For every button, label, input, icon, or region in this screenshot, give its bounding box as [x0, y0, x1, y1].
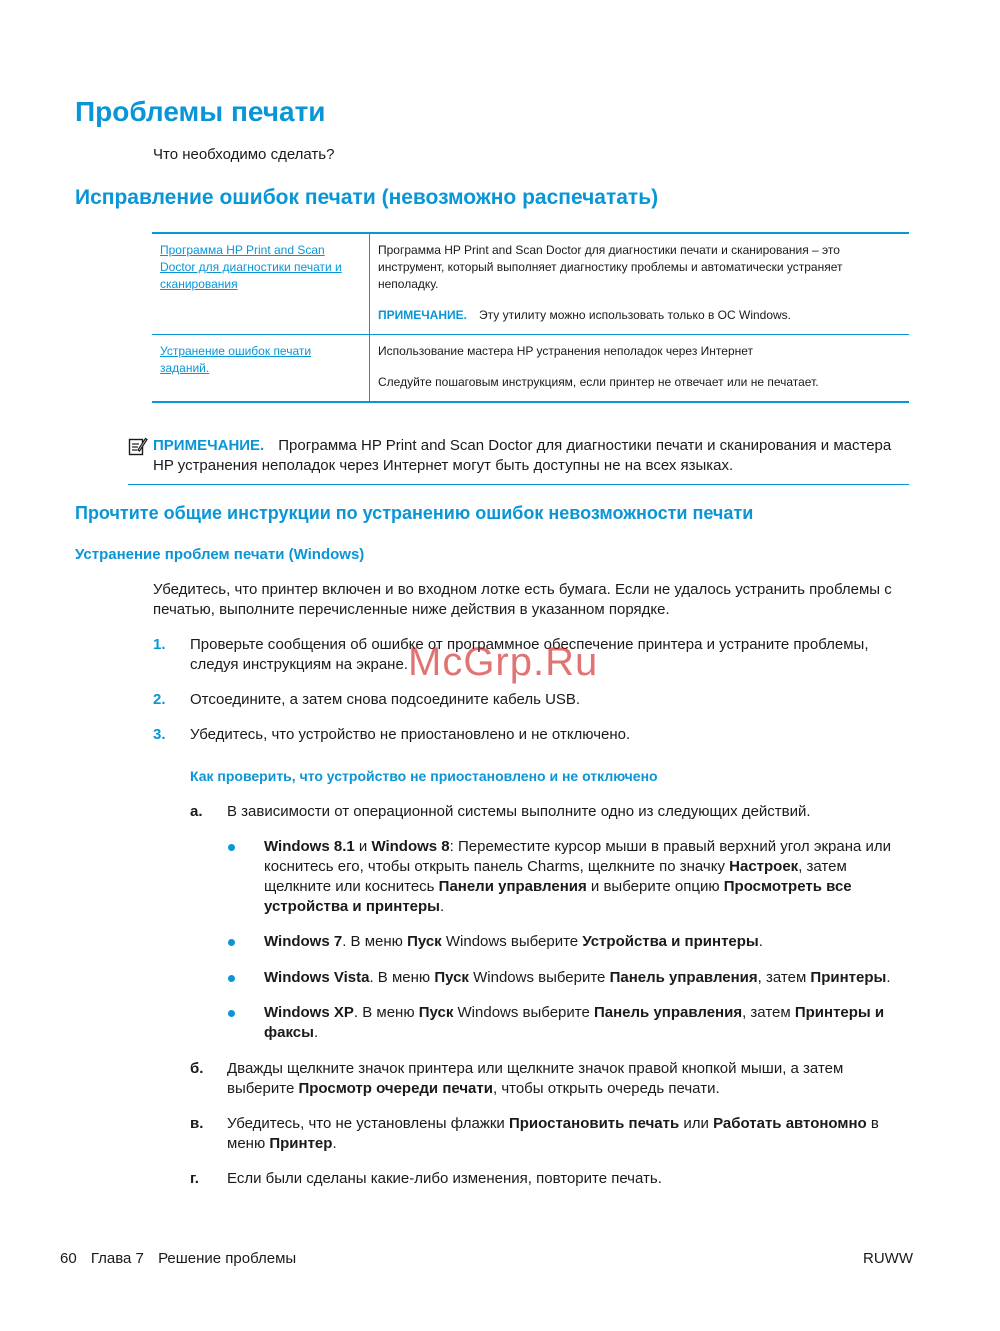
- chapter-label: Глава 7: [90, 1250, 144, 1267]
- chapter-title: Решение проблемы: [158, 1250, 297, 1267]
- note-label: ПРИМЕЧАНИЕ.: [378, 308, 467, 322]
- text-fragment: , затем: [757, 969, 811, 986]
- bullet-dot: [228, 1010, 235, 1017]
- ui-term: Принтеры: [810, 969, 887, 986]
- note-text: Эту утилиту можно использовать только в ОС Windows.: [478, 308, 792, 322]
- bullet-windows-vista: [228, 968, 908, 988]
- text-fragment: Windows выберите: [453, 1004, 594, 1021]
- watermark: McGrp.Ru: [408, 640, 599, 684]
- sub-letter: в.: [190, 1115, 204, 1132]
- text-fragment: : Переместите курсор мыши в правый верхний угол экрана или коснитесь его, чтобы открыть панель Charms, щелкните по значку: [264, 838, 892, 875]
- ui-term: Просмотреть все устройства и принтеры: [264, 878, 852, 915]
- list-item-sub-a: [190, 802, 910, 822]
- sub-text: В зависимости от операционной системы выполните одно из следующих действий.: [227, 803, 811, 820]
- step-text: Убедитесь, что устройство не приостановлено и не отключено.: [190, 726, 631, 743]
- ui-term: Принтеры и факсы: [264, 1004, 885, 1041]
- text-fragment: в меню: [227, 1115, 879, 1152]
- footer-locale: RUWW: [863, 1250, 913, 1267]
- text-fragment: Дважды щелкните значок принтера или щелкните значок правой кнопкой мыши, а затем выберите: [227, 1060, 844, 1097]
- os-name: Windows Vista: [264, 969, 370, 986]
- bullet-text: [264, 1003, 908, 1043]
- note-text: Программа HP Print and Scan Doctor для диагностики печати и сканирования и мастера HP устранения неполадок через Интернет могут быть доступны не на всех языках.: [153, 437, 892, 474]
- bullet-text: [264, 932, 908, 952]
- page-number: 60: [60, 1250, 77, 1267]
- ui-term: Приостановить печать: [508, 1115, 680, 1132]
- text-fragment: .: [332, 1135, 337, 1152]
- footer-left: [60, 1250, 306, 1267]
- step-number: 3.: [153, 726, 166, 743]
- tool-description: Программа HP Print and Scan Doctor для диагностики печати и сканирования – это инструмент, который выполняет диагностику проблемы и автоматически устраняет неполадку.: [378, 243, 843, 291]
- intro-paragraph: Убедитесь, что принтер включен и во входном лотке есть бумага. Если не удалось устранить проблемы с печатью, выполните перечисленные ниже действия в указанном порядке.: [153, 581, 892, 618]
- text-fragment: Убедитесь, что не установлены флажки: [227, 1115, 509, 1132]
- step-number: 2.: [153, 691, 166, 708]
- sub-text: [227, 1114, 910, 1154]
- text-fragment: . В меню: [353, 1004, 419, 1021]
- text-fragment: Windows выберите: [468, 969, 610, 986]
- table-cell-description: [370, 335, 909, 401]
- ui-term: Пуск: [434, 969, 469, 986]
- step-text: Отсоедините, а затем снова подсоедините кабель USB.: [190, 691, 581, 708]
- ui-term: Пуск: [418, 1004, 454, 1021]
- table-cell-description: [370, 234, 909, 334]
- text-fragment: .: [758, 933, 763, 950]
- intro-question: Что необходимо сделать?: [153, 146, 335, 163]
- text-fragment: .: [313, 1024, 319, 1041]
- bullet-windows-7: [228, 932, 908, 952]
- table-note: [378, 307, 901, 324]
- ui-term: Устройства и принтеры: [582, 933, 759, 950]
- os-name: Windows 7: [264, 933, 343, 950]
- text-fragment: , чтобы открыть очередь печати.: [492, 1080, 720, 1097]
- table-row: [152, 334, 909, 401]
- ui-term: Просмотр очереди печати: [298, 1080, 493, 1097]
- note-content: [153, 436, 909, 476]
- table-cell-link: [152, 234, 370, 334]
- ui-term: Принтер: [269, 1135, 333, 1152]
- bullet-dot: [228, 939, 235, 946]
- bullet-text: [264, 837, 908, 917]
- sub-letter: г.: [190, 1170, 199, 1187]
- table-cell-link: [152, 335, 370, 401]
- section-title-general-instructions: Прочтите общие инструкции по устранению ошибок невозможности печати: [75, 503, 754, 523]
- list-item-step-3: [153, 725, 913, 745]
- list-item-sub-b: [190, 1059, 910, 1099]
- note-label: ПРИМЕЧАНИЕ.: [153, 437, 265, 454]
- howto-title: Как проверить, что устройство не приостановлено и не отключено: [190, 768, 658, 784]
- bullet-windows-8: [228, 837, 908, 917]
- sub-letter: а.: [190, 803, 203, 820]
- ui-term: Пуск: [407, 933, 442, 950]
- note-block: [128, 436, 909, 485]
- text-fragment: , затем щелкните или коснитесь: [264, 858, 847, 895]
- sub-letter: б.: [190, 1060, 204, 1077]
- bullet-text: [264, 968, 908, 988]
- ui-term: Работать автономно: [713, 1115, 867, 1132]
- sub-text: [227, 1059, 910, 1099]
- sub-text: Если были сделаны какие-либо изменения, повторите печать.: [227, 1170, 662, 1187]
- section-title-fix-print-errors: Исправление ошибок печати (невозможно распечатать): [75, 186, 659, 209]
- list-item-sub-c: [190, 1114, 910, 1154]
- step-text: Проверьте сообщения об ошибке от программное обеспечение принтера и устраните проблемы, следуя инструкциям на экране.: [190, 636, 869, 673]
- ui-term: Панели управления: [438, 878, 587, 895]
- subsection-title-windows: Устранение проблем печати (Windows): [75, 546, 365, 563]
- list-item-step-2: [153, 690, 913, 710]
- page-title: Проблемы печати: [75, 96, 326, 127]
- os-name: Windows XP: [264, 1004, 354, 1021]
- text-fragment: и выберите опцию: [586, 878, 724, 895]
- step-number: 1.: [153, 636, 166, 653]
- tools-table: [152, 232, 909, 403]
- text-fragment: . В меню: [342, 933, 408, 950]
- bullet-dot: [228, 975, 235, 982]
- text-fragment: .: [886, 969, 891, 986]
- os-name: Windows 8.1: [264, 838, 355, 855]
- text-fragment: и: [354, 838, 372, 855]
- print-scan-doctor-link[interactable]: Программа HP Print and Scan Doctor для диагностики печати и сканирования: [160, 243, 342, 291]
- troubleshoot-print-jobs-link[interactable]: Устранение ошибок печати заданий.: [160, 344, 312, 375]
- ui-term: Настроек: [729, 858, 799, 875]
- ui-term: Панель управления: [594, 1004, 743, 1021]
- text-fragment: .: [439, 898, 445, 915]
- text-fragment: , затем: [742, 1004, 795, 1021]
- list-item-sub-d: [190, 1169, 910, 1189]
- os-name: Windows 8: [371, 838, 450, 855]
- bullet-dot: [228, 844, 235, 851]
- bullet-windows-xp: [228, 1003, 908, 1043]
- note-icon: [128, 436, 148, 456]
- text-fragment: или: [679, 1115, 714, 1132]
- table-row: [152, 234, 909, 334]
- text-fragment: . В меню: [369, 969, 435, 986]
- tool-description: Использование мастера HP устранения неполадок через Интернет: [378, 344, 754, 358]
- ui-term: Панель управления: [609, 969, 758, 986]
- text-fragment: Windows выберите: [441, 933, 583, 950]
- tool-description-detail: Следуйте пошаговым инструкциям, если принтер не отвечает или не печатает.: [378, 375, 819, 389]
